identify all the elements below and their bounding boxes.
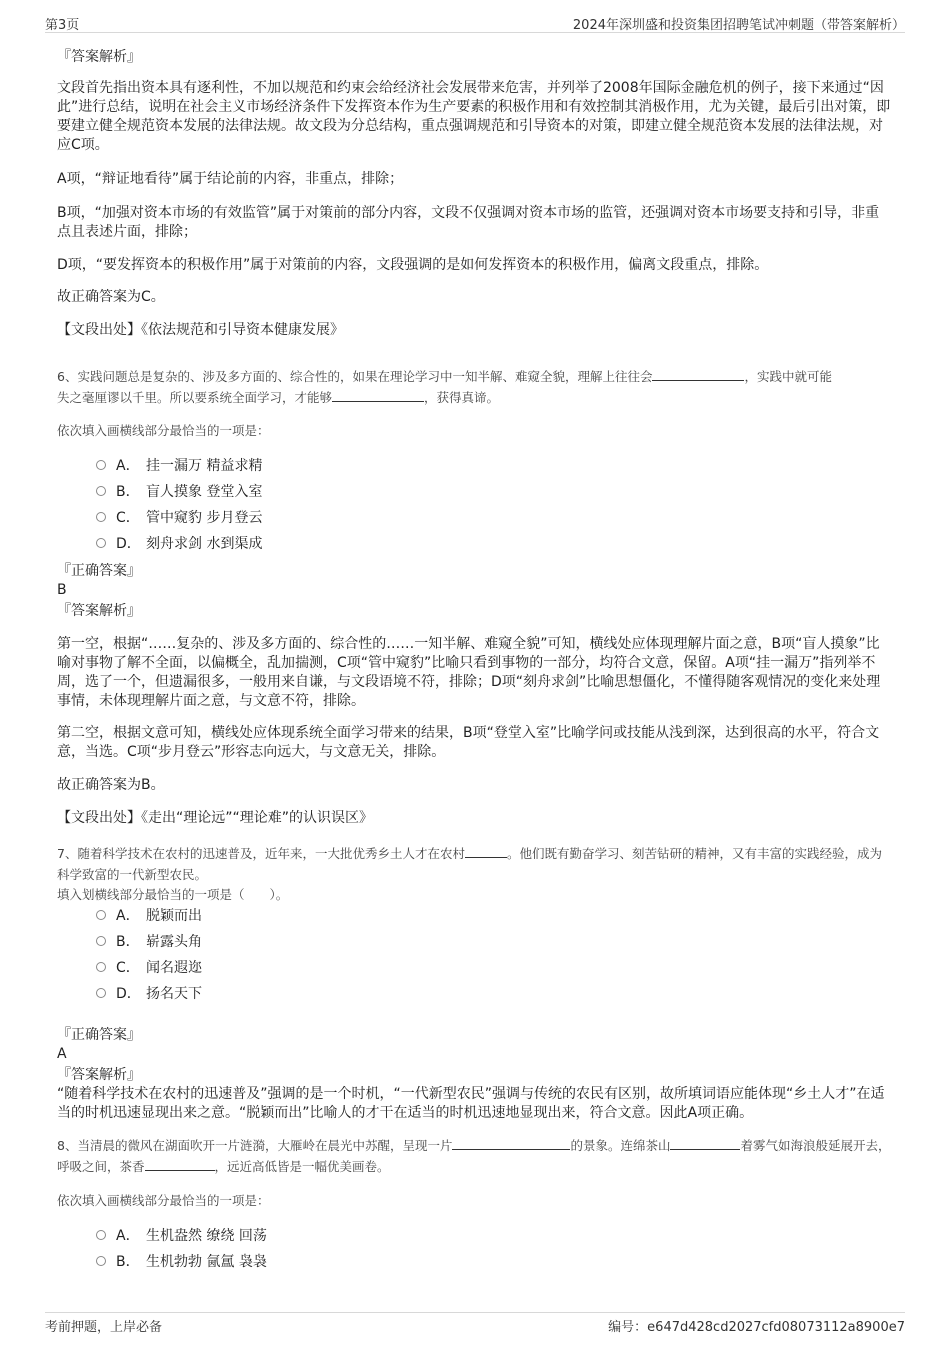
q7-answer: A (57, 1046, 67, 1062)
radio-icon[interactable] (96, 460, 106, 470)
q7-correct-label: 『正确答案』 (57, 1027, 141, 1043)
q6-analysis-paragraph-2: 第二空，根据文意可知，横线处应体现系统全面学习带来的结果，B项“登堂入室”比喻学问或技能从浅到深，达到很高的水平，符合文意，当选。C项“步月登云”形容志向远大，与文意无关，排除。 (57, 725, 880, 760)
q5-conclusion: 故正确答案为C。 (57, 289, 165, 305)
answer-blank (145, 1158, 215, 1171)
q6-analysis-paragraph-1: 第一空，根据“……复杂的、涉及多方面的、综合性的……一知半解、难窥全貌”可知，横线处应体现理解片面之意，B项“盲人摸象”比喻对事物了解不全面，以偏概全，乱加揣测，C项“管中窥豹”比喻只看到事物的一部分，均符合文意，保留。A项“挂一漏万”指列举不周，选了一个，但遗漏很多，一般用来自谦，与文段语境不符，排除；D项“刻舟求剑”比喻思想僵化，不懂得随客观情况的变化来处理事情，未体现理解片面之意，与文意不符，排除。 (57, 636, 881, 709)
page-header (45, 10, 905, 33)
q5-analysis-paragraph: 文段首先指出资本具有逐利性，不加以规范和约束会给经济社会发展带来危害，并列举了2008年国际金融危机的例子，接下来通过“因此”进行总结，说明在社会主义市场经济条件下发挥资本作为生产要素的积极作用和有效控制其消极作用，尤为关键，最后引出对策，即要建立健全规范资本发展的法律法规。故文段为分总结构，重点强调规范和引导资本的对策，即建立健全规范资本发展的法律法规，对应C项。 (57, 80, 891, 153)
q7-analysis-paragraph: “随着科学技术在农村的迅速普及”强调的是一个时机，“一代新型农民”强调与传统的农民有区别，故所填词语应能体现“乡土人才”在适当的时机迅速显现出来之意。“脱颖而出”比喻人的才干在适当的时机迅速地显现出来，符合文意。因此A项正确。 (57, 1086, 885, 1121)
q5-option-b-analysis: B项，“加强对资本市场的有效监管”属于对策前的部分内容，文段不仅强调对资本市场的监管，还强调对资本市场要支持和引导，非重点且表述片面，排除； (57, 205, 880, 240)
answer-blank (652, 368, 744, 381)
q7-stem: 7、随着科学技术在农村的迅速普及，近年来，一大批优秀乡土人才在农村 。他们既有勤奋学习、刻苦钻研的精神，又有丰富的实践经验，成为科学致富的一代新型农民。 (57, 846, 882, 882)
radio-icon[interactable] (96, 1256, 106, 1266)
document-code: 编号：e647d428cd2027cfd08073112a8900e7 (608, 1320, 905, 1335)
q5-source: 【文段出处】《依法规范和引导资本健康发展》 (57, 322, 344, 338)
page-number: 第3页 (45, 18, 80, 33)
radio-icon[interactable] (96, 486, 106, 496)
q6-conclusion: 故正确答案为B。 (57, 777, 165, 793)
q6-correct-label: 『正确答案』 (57, 563, 141, 579)
radio-icon[interactable] (96, 988, 106, 998)
q6-answer: B (57, 582, 67, 598)
answer-blank (670, 1137, 740, 1150)
q7-analysis-label: 『答案解析』 (57, 1067, 141, 1083)
q6-option-c[interactable]: C． 管中窥豹 步月登云 (96, 508, 262, 528)
q7-option-b[interactable]: B． 崭露头角 (96, 932, 202, 952)
q7-option-c[interactable]: C． 闻名遐迩 (96, 958, 202, 978)
q6-source: 【文段出处】《走出“理论远”“理论难”的认识误区》 (57, 810, 374, 826)
radio-icon[interactable] (96, 936, 106, 946)
radio-icon[interactable] (96, 1230, 106, 1240)
q6-analysis-label: 『答案解析』 (57, 603, 141, 619)
q8-option-a[interactable]: A． 生机盎然 缭绕 回荡 (96, 1226, 267, 1246)
q7-option-a[interactable]: A． 脱颖而出 (96, 906, 202, 926)
q8-prompt: 依次填入画横线部分最恰当的一项是： (57, 1193, 270, 1208)
q7-prompt: 填入划横线部分最恰当的一项是（ ）。 (57, 887, 289, 902)
radio-icon[interactable] (96, 910, 106, 920)
q7-option-d[interactable]: D． 扬名天下 (96, 984, 202, 1004)
document-title: 2024年深圳盛和投资集团招聘笔试冲刺题（带答案解析） (572, 18, 905, 33)
q5-option-a-analysis: A项，“辩证地看待”属于结论前的内容，非重点，排除； (57, 171, 404, 187)
page-footer (45, 1312, 905, 1337)
q6-option-a[interactable]: A． 挂一漏万 精益求精 (96, 456, 262, 476)
radio-icon[interactable] (96, 962, 106, 972)
radio-icon[interactable] (96, 538, 106, 548)
answer-blank (452, 1137, 570, 1150)
q6-option-d[interactable]: D． 刻舟求剑 水到渠成 (96, 534, 262, 554)
q6-option-b[interactable]: B． 盲人摸象 登堂入室 (96, 482, 262, 502)
answer-blank (465, 845, 507, 858)
q6-stem: 6、实践问题总是复杂的、涉及多方面的、综合性的，如果在理论学习中一知半解、难窥全貌，理解上往往会 ，实践中就可能 失之毫厘谬以千里。所以要系统全面学习，才能够 ，获得真谛。 (57, 369, 832, 405)
q8-stem: 8、当清晨的微风在湖面吹开一片涟漪，大雁岭在晨光中苏醒，呈现一片 的景象。连绵茶山 着雾气如海浪般延展开去，呼吸之间，茶香 ，远近高低皆是一幅优美画卷。 (57, 1138, 891, 1174)
q5-option-d-analysis: D项，“要发挥资本的积极作用”属于对策前的内容，文段强调的是如何发挥资本的积极作用，偏离文段重点，排除。 (57, 257, 769, 273)
footer-slogan: 考前押题，上岸必备 (45, 1320, 163, 1335)
q6-prompt: 依次填入画横线部分最恰当的一项是： (57, 423, 270, 438)
answer-blank (332, 389, 424, 402)
q5-analysis-label: 『答案解析』 (57, 49, 141, 65)
radio-icon[interactable] (96, 512, 106, 522)
q8-option-b[interactable]: B． 生机勃勃 氤氲 袅袅 (96, 1252, 267, 1272)
